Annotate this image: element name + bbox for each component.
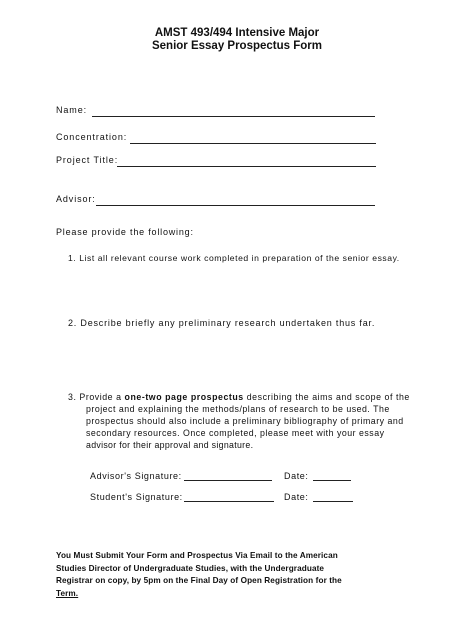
instruction-item-3: [68, 391, 410, 403]
advisor-field-line[interactable]: [96, 205, 375, 206]
advisor-signature-label: Advisor's Signature:: [90, 471, 182, 481]
student-date-line[interactable]: [313, 501, 353, 502]
concentration-field-line[interactable]: [130, 143, 376, 144]
form-title-line1: AMST 493/494 Intensive Major: [154, 27, 320, 39]
instruction-item-1: 1. List all relevant course work completed in preparation of the senior essay.: [68, 253, 400, 263]
project-title-field-line[interactable]: [117, 166, 376, 167]
name-field-line[interactable]: [92, 116, 375, 117]
item3-line5: advisor for their approval and signature.: [86, 440, 254, 450]
student-date-label: Date:: [284, 492, 309, 502]
concentration-label: Concentration:: [56, 132, 128, 142]
instructions-intro: Please provide the following:: [56, 227, 194, 237]
submission-notice: [56, 550, 386, 600]
item3-rest: describing the aims and scope of the: [243, 392, 410, 402]
submission-notice-line4: Term.: [56, 588, 79, 598]
student-signature-label: Student's Signature:: [90, 492, 183, 502]
project-title-label: Project Title:: [56, 155, 119, 165]
advisor-date-line[interactable]: [313, 480, 351, 481]
submission-notice-line3: Registrar on copy, by 5pm on the Final Day of Open Registration for the: [56, 576, 342, 585]
form-title-line2: Senior Essay Prospectus Form: [151, 40, 322, 52]
item3-line2: project and explaining the methods/plans of research to be used. The: [86, 404, 390, 414]
item3-bold-phrase: one-two page prospectus: [124, 392, 244, 402]
advisor-date-label: Date:: [284, 471, 309, 481]
advisor-signature-line[interactable]: [184, 480, 272, 481]
advisor-label: Advisor:: [56, 194, 96, 204]
item3-line3: prospectus should also include a preliminary bibliography of primary and: [86, 416, 404, 426]
submission-notice-line2: Studies Director of Undergraduate Studies, with the Undergraduate: [56, 563, 325, 573]
student-signature-line[interactable]: [184, 501, 274, 502]
instruction-item-2: 2. Describe briefly any preliminary research undertaken thus far.: [68, 318, 376, 328]
item3-prefix: 3. Provide a: [68, 392, 125, 402]
submission-notice-line1: You Must Submit Your Form and Prospectus Via Email to the American: [56, 551, 338, 560]
item3-line4: secondary resources. Once completed, please meet with your essay: [86, 428, 385, 438]
name-label: Name:: [56, 105, 88, 115]
